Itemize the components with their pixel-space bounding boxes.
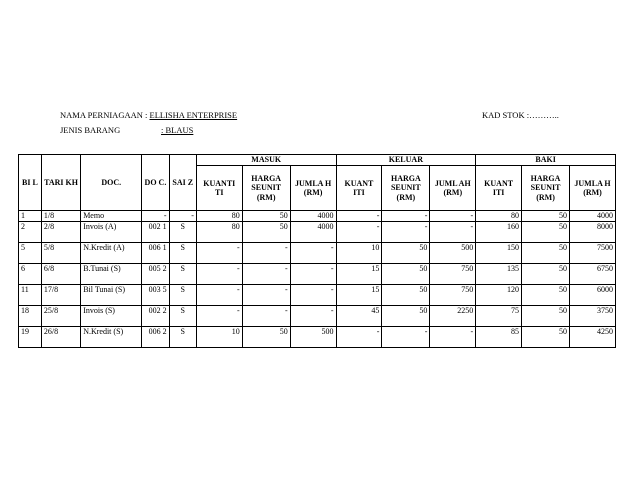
cell-saiz: S (169, 243, 196, 264)
cell-baki-jumlah: 4250 (570, 327, 616, 348)
cell-doc-no: 006 1 (142, 243, 169, 264)
cell-masuk-jumlah: 4000 (290, 211, 336, 222)
col-header-baki-jumlah: JUMLA H (RM) (570, 166, 616, 211)
table-row (19, 264, 616, 285)
table-row (19, 243, 616, 264)
cell-baki-kuantiti: 135 (476, 264, 522, 285)
cell-doc-no: - (142, 211, 169, 222)
cell-doc: N.Kredit (A) (81, 243, 142, 264)
cell-doc: Bil Tunai (S) (81, 285, 142, 306)
cell-doc: Memo (81, 211, 142, 222)
cell-doc-no: 002 2 (142, 306, 169, 327)
cell-masuk-harga: 50 (242, 327, 290, 348)
cell-keluar-jumlah: 2250 (430, 306, 476, 327)
cell-baki-jumlah: 3750 (570, 306, 616, 327)
business-name-line (60, 110, 237, 120)
group-header-baki: BAKI (476, 155, 616, 166)
col-header-masuk-jumlah: JUMLA H (RM) (290, 166, 336, 211)
cell-bil: 2 (19, 222, 42, 243)
stock-card-table (18, 154, 616, 348)
cell-keluar-kuantiti: 10 (336, 243, 382, 264)
cell-bil: 5 (19, 243, 42, 264)
cell-masuk-jumlah: - (290, 243, 336, 264)
goods-type-value: : BLAUS (161, 125, 194, 135)
cell-masuk-kuantiti: - (196, 306, 242, 327)
cell-baki-kuantiti: 75 (476, 306, 522, 327)
table-row (19, 327, 616, 348)
col-header-baki-harga: HARGA SEUNIT (RM) (522, 166, 570, 211)
cell-keluar-jumlah: 750 (430, 264, 476, 285)
table-row (19, 285, 616, 306)
cell-baki-kuantiti: 160 (476, 222, 522, 243)
business-name-label: NAMA PERNIAGAAN : (60, 110, 148, 120)
cell-doc: N.Kredit (S) (81, 327, 142, 348)
cell-bil: 6 (19, 264, 42, 285)
stock-card-label: KAD STOK :……….. (482, 110, 559, 120)
cell-baki-harga: 50 (522, 327, 570, 348)
cell-tarikh: 17/8 (41, 285, 80, 306)
cell-baki-harga: 50 (522, 285, 570, 306)
cell-keluar-kuantiti: 15 (336, 285, 382, 306)
cell-tarikh: 1/8 (41, 211, 80, 222)
cell-keluar-jumlah: - (430, 222, 476, 243)
goods-type-label: JENIS BARANG (60, 125, 121, 135)
cell-doc-no: 002 1 (142, 222, 169, 243)
col-header-doc-no: DO C. (142, 155, 169, 211)
cell-doc: Invois (S) (81, 306, 142, 327)
cell-saiz: - (169, 211, 196, 222)
cell-baki-harga: 50 (522, 306, 570, 327)
cell-keluar-jumlah: - (430, 327, 476, 348)
col-header-baki-kuantiti: KUANT ITI (476, 166, 522, 211)
cell-masuk-harga: 50 (242, 222, 290, 243)
cell-doc: B.Tunai (S) (81, 264, 142, 285)
cell-tarikh: 6/8 (41, 264, 80, 285)
cell-baki-harga: 50 (522, 222, 570, 243)
cell-doc-no: 005 2 (142, 264, 169, 285)
cell-keluar-kuantiti: 15 (336, 264, 382, 285)
col-header-masuk-harga: HARGA SEUNIT (RM) (242, 166, 290, 211)
cell-keluar-harga: - (382, 327, 430, 348)
cell-masuk-jumlah: - (290, 264, 336, 285)
cell-masuk-harga: - (242, 243, 290, 264)
cell-saiz: S (169, 306, 196, 327)
cell-tarikh: 2/8 (41, 222, 80, 243)
cell-bil: 19 (19, 327, 42, 348)
cell-keluar-harga: 50 (382, 264, 430, 285)
col-header-tarikh: TARI KH (41, 155, 80, 211)
cell-baki-kuantiti: 150 (476, 243, 522, 264)
business-name-value: ELLISHA ENTERPRISE (149, 110, 238, 120)
cell-baki-harga: 50 (522, 211, 570, 222)
cell-saiz: S (169, 222, 196, 243)
cell-bil: 18 (19, 306, 42, 327)
cell-masuk-kuantiti: 80 (196, 222, 242, 243)
table-row (19, 306, 616, 327)
cell-masuk-harga: - (242, 285, 290, 306)
col-header-bil: BI L (19, 155, 42, 211)
cell-keluar-harga: - (382, 211, 430, 222)
cell-masuk-jumlah: 4000 (290, 222, 336, 243)
cell-masuk-jumlah: - (290, 306, 336, 327)
cell-baki-kuantiti: 120 (476, 285, 522, 306)
table-row (19, 222, 616, 243)
cell-doc-no: 003 5 (142, 285, 169, 306)
cell-masuk-kuantiti: - (196, 264, 242, 285)
cell-keluar-jumlah: - (430, 211, 476, 222)
cell-tarikh: 25/8 (41, 306, 80, 327)
cell-baki-jumlah: 6000 (570, 285, 616, 306)
cell-bil: 11 (19, 285, 42, 306)
cell-baki-harga: 50 (522, 243, 570, 264)
cell-keluar-kuantiti: 45 (336, 306, 382, 327)
header-row-groups (19, 155, 616, 166)
cell-saiz: S (169, 285, 196, 306)
cell-bil: 1 (19, 211, 42, 222)
group-header-masuk: MASUK (196, 155, 336, 166)
col-header-keluar-jumlah: JUML AH (RM) (430, 166, 476, 211)
cell-masuk-harga: - (242, 306, 290, 327)
cell-masuk-kuantiti: - (196, 243, 242, 264)
cell-masuk-kuantiti: 10 (196, 327, 242, 348)
cell-doc-no: 006 2 (142, 327, 169, 348)
col-header-keluar-harga: HARGA SEUNIT (RM) (382, 166, 430, 211)
cell-doc: Invois (A) (81, 222, 142, 243)
cell-keluar-harga: 50 (382, 285, 430, 306)
cell-masuk-jumlah: 500 (290, 327, 336, 348)
col-header-saiz: SAI Z (169, 155, 196, 211)
cell-masuk-harga: 50 (242, 211, 290, 222)
cell-masuk-kuantiti: - (196, 285, 242, 306)
col-header-doc: DOC. (81, 155, 142, 211)
cell-baki-kuantiti: 80 (476, 211, 522, 222)
cell-keluar-jumlah: 750 (430, 285, 476, 306)
cell-keluar-harga: 50 (382, 243, 430, 264)
cell-saiz: S (169, 327, 196, 348)
table-row (19, 211, 616, 222)
cell-keluar-harga: - (382, 222, 430, 243)
cell-tarikh: 5/8 (41, 243, 80, 264)
cell-saiz: S (169, 264, 196, 285)
col-header-keluar-kuantiti: KUANT ITI (336, 166, 382, 211)
cell-baki-jumlah: 7500 (570, 243, 616, 264)
cell-keluar-kuantiti: - (336, 327, 382, 348)
cell-masuk-harga: - (242, 264, 290, 285)
cell-masuk-kuantiti: 80 (196, 211, 242, 222)
cell-tarikh: 26/8 (41, 327, 80, 348)
col-header-masuk-kuantiti: KUANTI TI (196, 166, 242, 211)
cell-baki-kuantiti: 85 (476, 327, 522, 348)
cell-baki-harga: 50 (522, 264, 570, 285)
cell-baki-jumlah: 8000 (570, 222, 616, 243)
cell-baki-jumlah: 6750 (570, 264, 616, 285)
group-header-keluar: KELUAR (336, 155, 476, 166)
cell-keluar-harga: 50 (382, 306, 430, 327)
cell-baki-jumlah: 4000 (570, 211, 616, 222)
cell-keluar-kuantiti: - (336, 222, 382, 243)
cell-masuk-jumlah: - (290, 285, 336, 306)
cell-keluar-jumlah: 500 (430, 243, 476, 264)
cell-keluar-kuantiti: - (336, 211, 382, 222)
